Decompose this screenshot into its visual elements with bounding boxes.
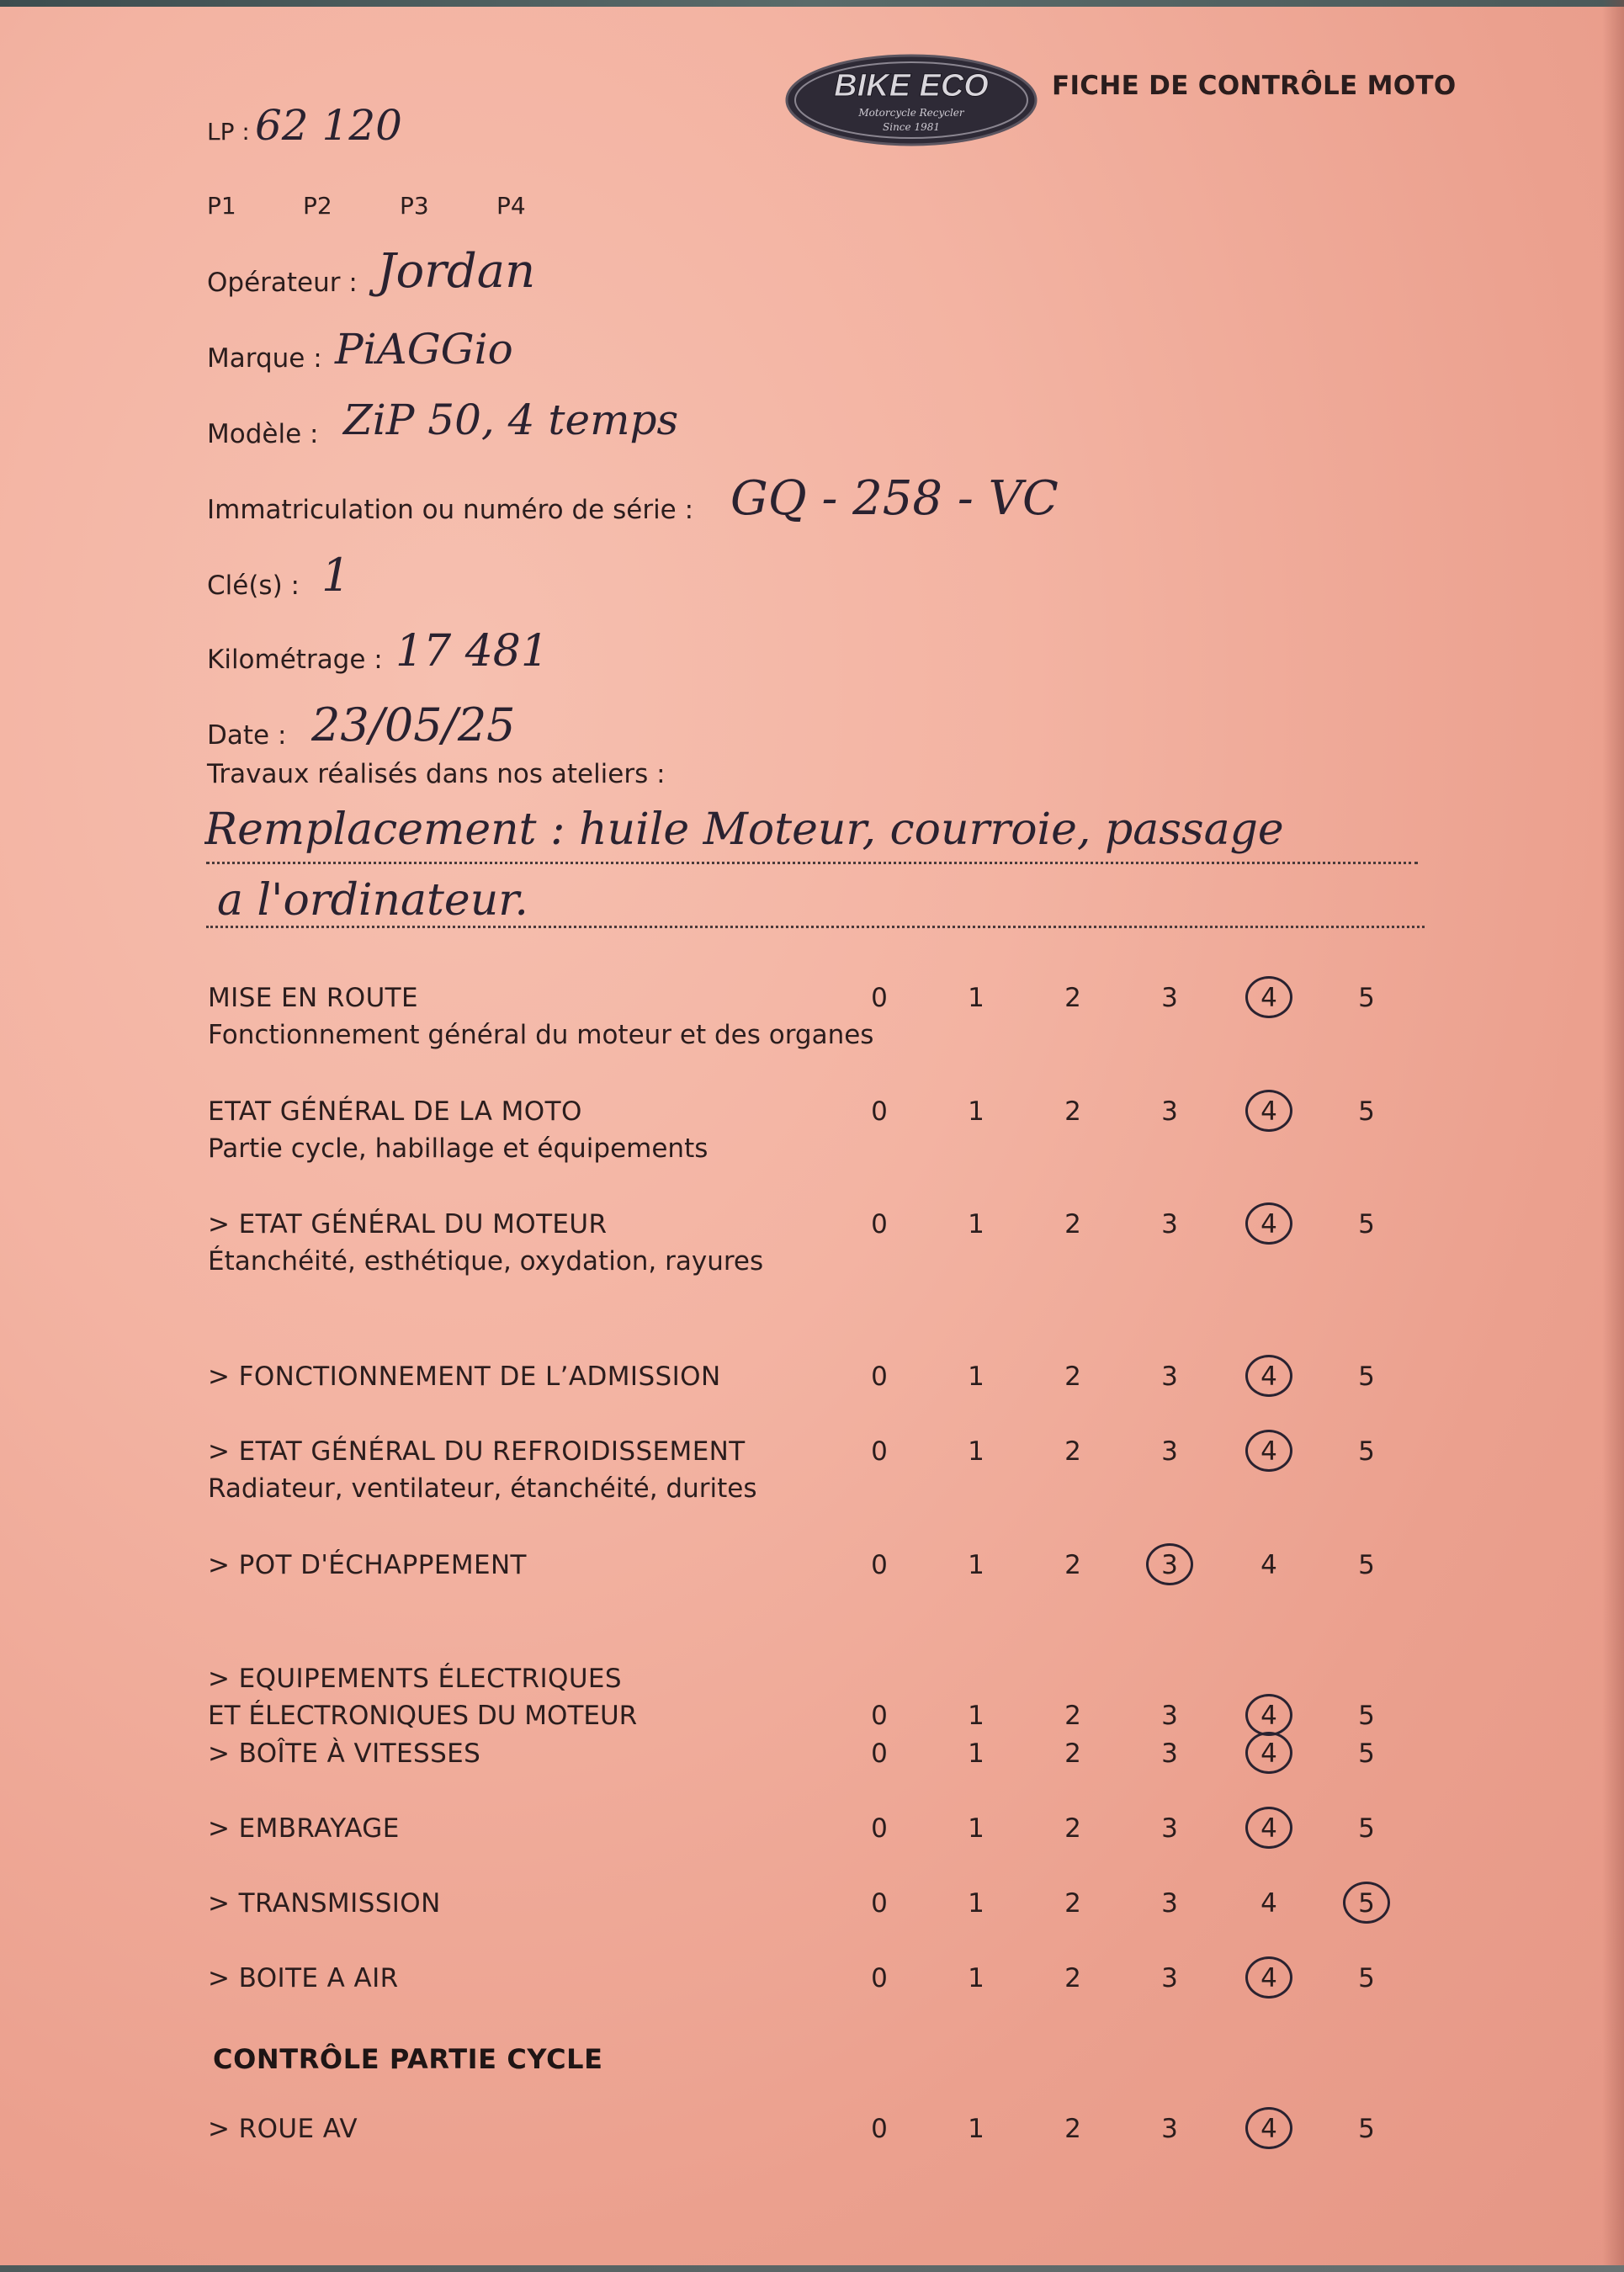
bike-eco-logo — [784, 52, 1038, 148]
check-5-score-2[interactable]: 2 — [1064, 1550, 1081, 1580]
check-4-score-2[interactable]: 2 — [1064, 1436, 1081, 1467]
check-1-selected-circle — [1245, 1090, 1292, 1132]
cycle-check-0-score-0[interactable]: 0 — [871, 2114, 888, 2144]
check-3-score-0[interactable]: 0 — [871, 1362, 888, 1392]
work-label: Travaux réalisés dans nos ateliers : — [207, 759, 666, 789]
cycle-check-0-score-1[interactable]: 1 — [968, 2114, 984, 2144]
check-10-score-4[interactable]: 4 — [1260, 1963, 1277, 1993]
lp-label: LP : — [207, 118, 250, 146]
photo-bottom-edge — [0, 2265, 1624, 2272]
check-5-score-1[interactable]: 1 — [968, 1550, 984, 1580]
logo-tagline-2: Since 1981 — [883, 121, 940, 133]
check-6-score-5[interactable]: 5 — [1358, 1701, 1375, 1731]
cycle-check-0-score-5[interactable]: 5 — [1358, 2114, 1375, 2144]
registration-value[interactable]: GQ - 258 - VC — [730, 471, 1059, 526]
check-6-selected-circle — [1245, 1694, 1292, 1736]
check-subtitle-4: Radiateur, ventilateur, étanchéité, durites — [208, 1473, 757, 1504]
paper-edge-shadow — [1602, 0, 1624, 2272]
p-option-4[interactable]: P4 — [496, 192, 526, 220]
work-line-2-rule — [206, 926, 1425, 928]
check-3-selected-circle — [1245, 1355, 1292, 1397]
check-4-score-3[interactable]: 3 — [1161, 1436, 1178, 1467]
check-2-score-5[interactable]: 5 — [1358, 1209, 1375, 1240]
check-7-score-5[interactable]: 5 — [1358, 1739, 1375, 1769]
check-0-score-2[interactable]: 2 — [1064, 983, 1081, 1013]
check-6-score-0[interactable]: 0 — [871, 1701, 888, 1731]
date-label: Date : — [207, 720, 287, 751]
check-6-score-3[interactable]: 3 — [1161, 1701, 1178, 1731]
check-3-score-2[interactable]: 2 — [1064, 1362, 1081, 1392]
check-8-score-1[interactable]: 1 — [968, 1813, 984, 1844]
check-4-score-5[interactable]: 5 — [1358, 1436, 1375, 1467]
date-value[interactable]: 23/05/25 — [311, 698, 516, 751]
check-0-selected-circle — [1245, 976, 1292, 1018]
cycle-check-0-selected-circle — [1245, 2107, 1292, 2149]
check-title-2: > ETAT GÉNÉRAL DU MOTEUR — [208, 1209, 608, 1240]
brand-label: Marque : — [207, 343, 322, 374]
check-7-score-4[interactable]: 4 — [1260, 1739, 1277, 1769]
check-subtitle-2: Étanchéité, esthétique, oxydation, rayures — [208, 1246, 764, 1277]
check-9-score-3[interactable]: 3 — [1161, 1888, 1178, 1919]
work-text-line-2[interactable]: a l'ordinateur. — [217, 875, 528, 926]
check-7-score-1[interactable]: 1 — [968, 1739, 984, 1769]
check-3-score-3[interactable]: 3 — [1161, 1362, 1178, 1392]
check-0-score-3[interactable]: 3 — [1161, 983, 1178, 1013]
check-5-score-0[interactable]: 0 — [871, 1550, 888, 1580]
check-10-score-0[interactable]: 0 — [871, 1963, 888, 1993]
check-2-score-2[interactable]: 2 — [1064, 1209, 1081, 1240]
check-4-score-0[interactable]: 0 — [871, 1436, 888, 1467]
check-7-score-0[interactable]: 0 — [871, 1739, 888, 1769]
keys-label: Clé(s) : — [207, 571, 300, 601]
cycle-check-title-0: > ROUE AV — [208, 2114, 358, 2144]
keys-value[interactable]: 1 — [321, 549, 351, 602]
work-line-1-rule — [206, 862, 1418, 864]
check-1-score-0[interactable]: 0 — [871, 1096, 888, 1127]
cycle-section-heading: CONTRÔLE PARTIE CYCLE — [213, 2043, 603, 2075]
check-1-score-4[interactable]: 4 — [1260, 1096, 1277, 1127]
check-5-score-5[interactable]: 5 — [1358, 1550, 1375, 1580]
check-0-score-1[interactable]: 1 — [968, 983, 984, 1013]
cycle-check-0-score-3[interactable]: 3 — [1161, 2114, 1178, 2144]
photo-top-edge — [0, 0, 1624, 7]
check-title-7: > BOÎTE À VITESSES — [208, 1739, 481, 1769]
check-4-score-1[interactable]: 1 — [968, 1436, 984, 1467]
check-title-9: > TRANSMISSION — [208, 1888, 441, 1919]
check-9-score-2[interactable]: 2 — [1064, 1888, 1081, 1919]
lp-value[interactable]: 62 120 — [255, 101, 402, 150]
registration-label: Immatriculation ou numéro de série : — [207, 495, 694, 525]
check-8-score-3[interactable]: 3 — [1161, 1813, 1178, 1844]
check-9-score-5[interactable]: 5 — [1358, 1888, 1375, 1919]
check-1-score-1[interactable]: 1 — [968, 1096, 984, 1127]
check-8-selected-circle — [1245, 1807, 1292, 1849]
p-option-3[interactable]: P3 — [400, 192, 429, 220]
mileage-label: Kilométrage : — [207, 645, 383, 675]
check-9-score-4[interactable]: 4 — [1260, 1888, 1277, 1919]
check-1-score-5[interactable]: 5 — [1358, 1096, 1375, 1127]
check-2-score-3[interactable]: 3 — [1161, 1209, 1178, 1240]
check-3-score-4[interactable]: 4 — [1260, 1362, 1277, 1392]
check-8-score-0[interactable]: 0 — [871, 1813, 888, 1844]
check-10-score-3[interactable]: 3 — [1161, 1963, 1178, 1993]
brand-value[interactable]: PiAGGio — [335, 325, 513, 374]
check-0-score-4[interactable]: 4 — [1260, 983, 1277, 1013]
operator-value[interactable]: Jordan — [377, 244, 536, 299]
model-value[interactable]: ZiP 50, 4 temps — [343, 395, 679, 444]
check-6-score-2[interactable]: 2 — [1064, 1701, 1081, 1731]
check-subtitle-1: Partie cycle, habillage et équipements — [208, 1133, 709, 1164]
check-7-score-2[interactable]: 2 — [1064, 1739, 1081, 1769]
check-3-score-1[interactable]: 1 — [968, 1362, 984, 1392]
check-3-score-5[interactable]: 5 — [1358, 1362, 1375, 1392]
cycle-check-0-score-2[interactable]: 2 — [1064, 2114, 1081, 2144]
check-8-score-4[interactable]: 4 — [1260, 1813, 1277, 1844]
check-title-6: > EQUIPEMENTS ÉLECTRIQUES — [208, 1664, 622, 1694]
check-9-score-1[interactable]: 1 — [968, 1888, 984, 1919]
mileage-value[interactable]: 17 481 — [395, 626, 549, 677]
check-8-score-2[interactable]: 2 — [1064, 1813, 1081, 1844]
check-1-score-3[interactable]: 3 — [1161, 1096, 1178, 1127]
check-2-selected-circle — [1245, 1202, 1292, 1245]
check-title-5: > POT D'ÉCHAPPEMENT — [208, 1550, 527, 1580]
check-10-score-1[interactable]: 1 — [968, 1963, 984, 1993]
operator-label: Opérateur : — [207, 268, 358, 298]
check-2-score-4[interactable]: 4 — [1260, 1209, 1277, 1240]
logo-brand-text: BIKE ECO — [834, 68, 989, 104]
check-4-selected-circle — [1245, 1430, 1292, 1472]
model-label: Modèle : — [207, 419, 319, 449]
check-title-3: > FONCTIONNEMENT DE L’ADMISSION — [208, 1362, 721, 1392]
p-option-2[interactable]: P2 — [303, 192, 332, 220]
form-title: FICHE DE CONTRÔLE MOTO — [1052, 71, 1457, 101]
check-9-score-0[interactable]: 0 — [871, 1888, 888, 1919]
check-0-score-0[interactable]: 0 — [871, 983, 888, 1013]
check-6-score-1[interactable]: 1 — [968, 1701, 984, 1731]
check-5-score-4[interactable]: 4 — [1260, 1550, 1277, 1580]
work-text-line-1[interactable]: Remplacement : huile Moteur, courroie, passage — [204, 804, 1284, 855]
check-7-selected-circle — [1245, 1732, 1292, 1774]
check-6-score-4[interactable]: 4 — [1260, 1701, 1277, 1731]
logo-tagline-1: Motorcycle Recycler — [858, 107, 964, 119]
check-7-score-3[interactable]: 3 — [1161, 1739, 1178, 1769]
check-4-score-4[interactable]: 4 — [1260, 1436, 1277, 1467]
check-8-score-5[interactable]: 5 — [1358, 1813, 1375, 1844]
check-subtitle-0: Fonctionnement général du moteur et des organes — [208, 1020, 874, 1050]
check-title-1: ETAT GÉNÉRAL DE LA MOTO — [208, 1096, 582, 1127]
check-10-selected-circle — [1245, 1956, 1292, 1999]
check-9-selected-circle — [1343, 1882, 1390, 1924]
check-10-score-2[interactable]: 2 — [1064, 1963, 1081, 1993]
check-title-0: MISE EN ROUTE — [208, 983, 418, 1013]
check-title-10: > BOITE A AIR — [208, 1963, 399, 1993]
cycle-check-0-score-4[interactable]: 4 — [1260, 2114, 1277, 2144]
check-2-score-0[interactable]: 0 — [871, 1209, 888, 1240]
check-10-score-5[interactable]: 5 — [1358, 1963, 1375, 1993]
check-title-8: > EMBRAYAGE — [208, 1813, 400, 1844]
check-0-score-5[interactable]: 5 — [1358, 983, 1375, 1013]
check-2-score-1[interactable]: 1 — [968, 1209, 984, 1240]
check-5-selected-circle — [1146, 1543, 1193, 1585]
check-1-score-2[interactable]: 2 — [1064, 1096, 1081, 1127]
p-option-1[interactable]: P1 — [207, 192, 236, 220]
check-5-score-3[interactable]: 3 — [1161, 1550, 1178, 1580]
check-subtitle-6: ET ÉLECTRONIQUES DU MOTEUR — [208, 1701, 638, 1731]
check-title-4: > ETAT GÉNÉRAL DU REFROIDISSEMENT — [208, 1436, 746, 1467]
